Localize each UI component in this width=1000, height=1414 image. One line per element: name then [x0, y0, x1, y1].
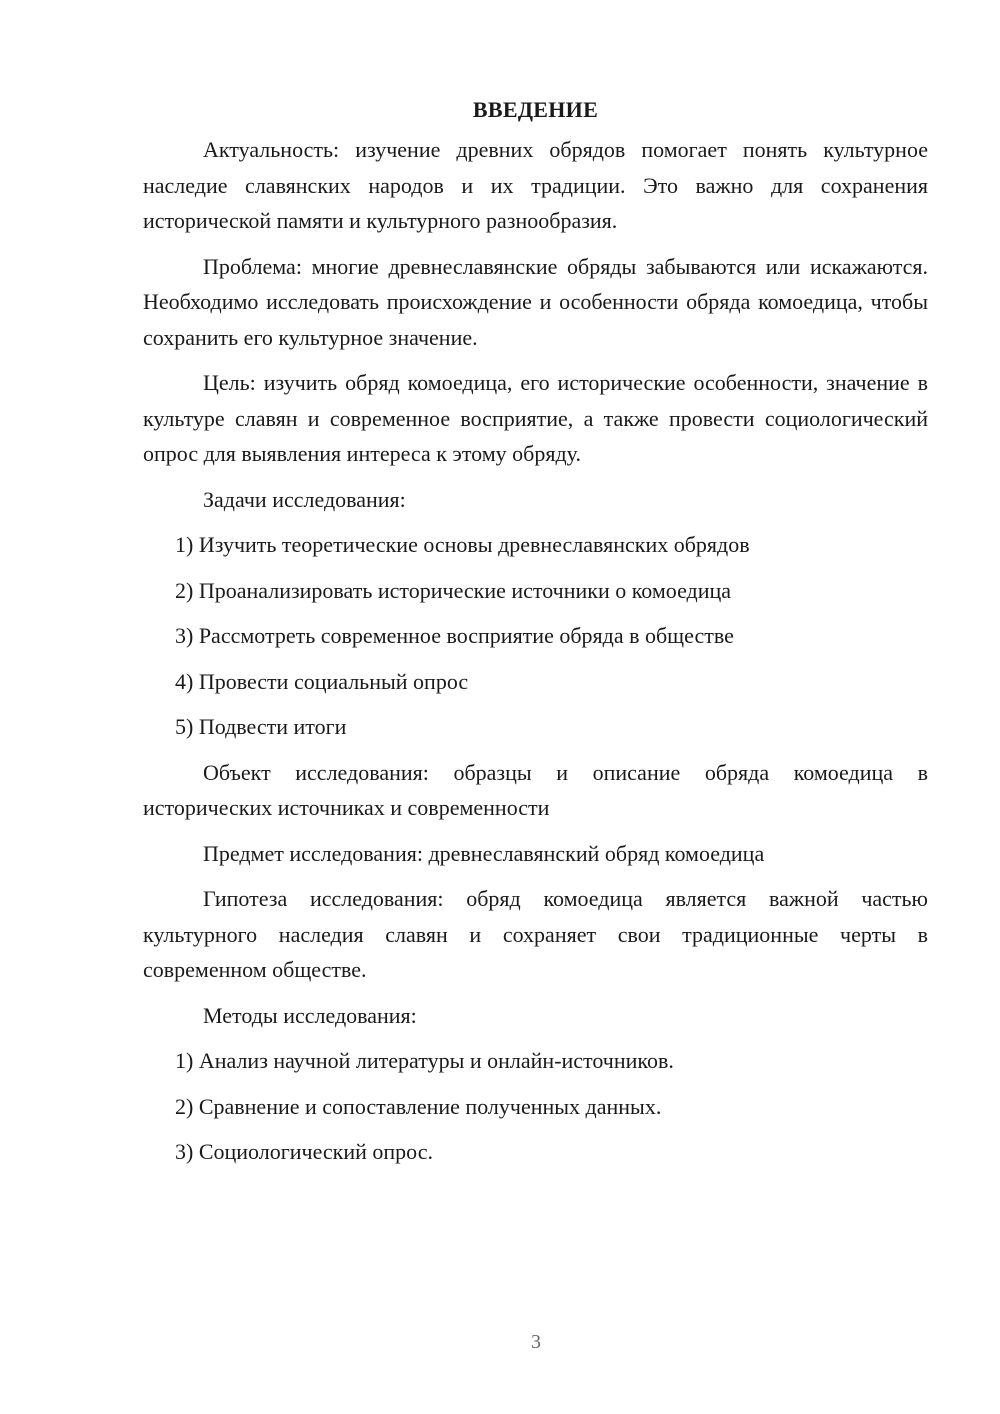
method-item: 2) Сравнение и сопоставление полученных данных.	[175, 1093, 662, 1119]
methods-list	[143, 1043, 928, 1170]
relevance-paragraph: Актуальность: изучение древних обрядов помогает понять культурное наследие славянских народов и их традиции. Это важно для сохранения исторической памяти и культурного разнообразия.	[143, 137, 928, 233]
tasks-heading: Задачи исследования:	[203, 486, 406, 512]
task-item: 2) Проанализировать исторические источники о комоедица	[175, 577, 732, 603]
hypothesis-paragraph: Гипотеза исследования: обряд комоедица является важной частью культурного наследия славян и сохраняет свои традиционные черты в современном обществе.	[143, 886, 928, 982]
task-item: 3) Рассмотреть современное восприятие обряда в обществе	[175, 623, 734, 648]
subject-paragraph: Предмет исследования: древнеславянский обряд комоедица	[203, 840, 765, 866]
task-item: 5) Подвести итоги	[175, 714, 347, 739]
task-item: 4) Провести социальный опрос	[175, 668, 469, 694]
method-item: 1) Анализ научной литературы и онлайн-источников.	[175, 1048, 674, 1073]
method-item: 3) Социологический опрос.	[175, 1139, 433, 1164]
page-title: ВВЕДЕНИЕ	[472, 97, 599, 122]
problem-paragraph: Проблема: многие древнеславянские обряды забываются или искажаются. Необходимо исследовать происхождение и особенности обряда комоедица, чтобы сохранить его культурное значение.	[143, 253, 928, 350]
page-number: 3	[531, 1331, 541, 1353]
goal-paragraph: Цель: изучить обряд комоедица, его исторические особенности, значение в культуре славян и современное восприятие, а также провести социологический опрос для выявления интереса к этому обряду.	[143, 370, 928, 466]
document-page	[143, 92, 928, 1180]
tasks-list	[143, 527, 928, 745]
methods-heading: Методы исследования:	[203, 1002, 417, 1028]
task-item: 1) Изучить теоретические основы древнеславянских обрядов	[175, 532, 750, 557]
object-paragraph: Объект исследования: образцы и описание обряда комоедица в исторических источниках и современности	[143, 759, 928, 820]
